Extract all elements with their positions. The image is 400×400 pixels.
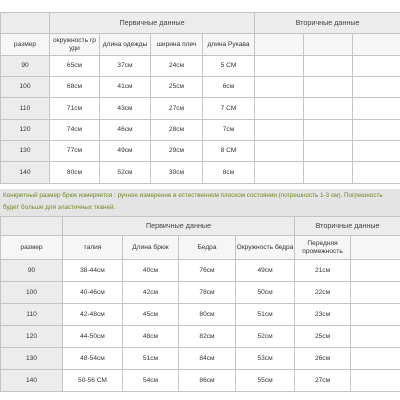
hips-cell: 80см	[179, 304, 236, 326]
length-cell: 46см	[100, 120, 151, 141]
top-col-empty	[304, 34, 353, 56]
bottom-col-waist: талия	[63, 236, 123, 260]
hips-cell: 82см	[179, 326, 236, 348]
trouser-length-cell: 42см	[123, 282, 179, 304]
front-rise-cell: 26см	[295, 348, 351, 370]
bottom-column-header-row	[1, 236, 400, 260]
waist-cell: 42-48см	[63, 304, 123, 326]
table-row	[1, 141, 400, 162]
table-row	[1, 282, 400, 304]
top-size-table	[0, 12, 400, 184]
bottom-secondary-data-header: Вторичные данные	[295, 217, 400, 236]
top-col-empty	[255, 34, 304, 56]
chest-cell: 77см	[50, 141, 100, 162]
shoulder-cell: 24см	[151, 56, 203, 77]
top-size-table-container	[0, 12, 400, 184]
empty-cell	[351, 260, 400, 282]
waist-cell: 44-50см	[63, 326, 123, 348]
top-size-corner	[1, 13, 50, 34]
empty-cell	[353, 56, 400, 77]
size-cell: 110	[1, 98, 50, 120]
size-cell: 130	[1, 141, 50, 162]
size-cell: 110	[1, 304, 63, 326]
measurement-note: Конкретный размер брюк измеряется : ручное измерение в естественном плоском состоянии (погрешность 1-3 см). Погрешность будет больше для эластичных тканей.	[0, 189, 400, 216]
top-primary-data-header: Первичные данные	[50, 13, 255, 34]
trouser-length-cell: 51см	[123, 348, 179, 370]
sleeve-cell: 6см	[203, 77, 255, 98]
table-row	[1, 370, 400, 392]
table-row	[1, 120, 400, 141]
bottom-col-size: размер	[1, 236, 63, 260]
empty-cell	[255, 120, 304, 141]
table-row	[1, 304, 400, 326]
top-col-length: длина одежды	[100, 34, 151, 56]
table-row	[1, 260, 400, 282]
trouser-length-cell: 45см	[123, 304, 179, 326]
empty-cell	[351, 282, 400, 304]
thigh-cell: 55см	[236, 370, 295, 392]
front-rise-cell: 21см	[295, 260, 351, 282]
length-cell: 43см	[100, 98, 151, 120]
sleeve-cell: 7 СМ	[203, 98, 255, 120]
chest-cell: 71см	[50, 98, 100, 120]
empty-cell	[351, 348, 400, 370]
chest-cell: 65см	[50, 56, 100, 77]
sleeve-cell: 5 СМ	[203, 56, 255, 77]
empty-cell	[353, 98, 400, 120]
size-cell: 90	[1, 260, 63, 282]
size-cell: 120	[1, 120, 50, 141]
top-secondary-data-header: Вторичные данные	[255, 13, 400, 34]
empty-cell	[255, 56, 304, 77]
hips-cell: 86см	[179, 370, 236, 392]
empty-cell	[304, 77, 353, 98]
size-cell: 100	[1, 282, 63, 304]
thigh-cell: 49см	[236, 260, 295, 282]
top-col-shoulder: ширина плеч	[151, 34, 203, 56]
hips-cell: 76см	[179, 260, 236, 282]
shoulder-cell: 25см	[151, 77, 203, 98]
bottom-group-header-row	[1, 217, 400, 236]
bottom-size-table	[0, 216, 400, 392]
bottom-size-table-container	[0, 216, 400, 392]
trouser-length-cell: 40см	[123, 260, 179, 282]
empty-cell	[353, 162, 400, 184]
thigh-cell: 52см	[236, 326, 295, 348]
table-row	[1, 98, 400, 120]
thigh-cell: 50см	[236, 282, 295, 304]
length-cell: 37см	[100, 56, 151, 77]
front-rise-cell: 22см	[295, 282, 351, 304]
waist-cell: 38-44см	[63, 260, 123, 282]
size-cell: 140	[1, 370, 63, 392]
length-cell: 52см	[100, 162, 151, 184]
table-row	[1, 77, 400, 98]
shoulder-cell: 27см	[151, 98, 203, 120]
bottom-col-hips: Бедра	[179, 236, 236, 260]
table-row	[1, 162, 400, 184]
bottom-col-thigh: Окружность бедра	[236, 236, 295, 260]
shoulder-cell: 29см	[151, 141, 203, 162]
waist-cell: 48-54см	[63, 348, 123, 370]
front-rise-cell: 25см	[295, 326, 351, 348]
hips-cell: 78см	[179, 282, 236, 304]
bottom-col-front-rise: Передняя промежность	[295, 236, 351, 260]
size-cell: 140	[1, 162, 50, 184]
top-col-chest: окружность гр уди	[50, 34, 100, 56]
top-col-size: размер	[1, 34, 50, 56]
empty-cell	[351, 370, 400, 392]
empty-cell	[304, 56, 353, 77]
chest-cell: 80см	[50, 162, 100, 184]
size-cell: 90	[1, 56, 50, 77]
length-cell: 49см	[100, 141, 151, 162]
empty-cell	[304, 162, 353, 184]
thigh-cell: 53см	[236, 348, 295, 370]
top-column-header-row	[1, 34, 400, 56]
sleeve-cell: 8 СМ	[203, 141, 255, 162]
empty-cell	[351, 326, 400, 348]
empty-cell	[304, 98, 353, 120]
bottom-col-empty	[351, 236, 400, 260]
empty-cell	[304, 120, 353, 141]
top-col-sleeve: длина Рукава	[203, 34, 255, 56]
top-group-header-row	[1, 13, 400, 34]
empty-cell	[255, 77, 304, 98]
empty-cell	[351, 304, 400, 326]
trouser-length-cell: 48см	[123, 326, 179, 348]
empty-cell	[353, 77, 400, 98]
front-rise-cell: 23см	[295, 304, 351, 326]
chest-cell: 68см	[50, 77, 100, 98]
bottom-size-corner	[1, 217, 63, 236]
empty-cell	[255, 141, 304, 162]
sleeve-cell: 8см	[203, 162, 255, 184]
size-cell: 120	[1, 326, 63, 348]
empty-cell	[304, 141, 353, 162]
top-col-empty	[353, 34, 400, 56]
waist-cell: 40-46см	[63, 282, 123, 304]
length-cell: 41см	[100, 77, 151, 98]
shoulder-cell: 30см	[151, 162, 203, 184]
empty-cell	[353, 120, 400, 141]
table-row	[1, 326, 400, 348]
table-row	[1, 56, 400, 77]
waist-cell: 50-56 СМ	[63, 370, 123, 392]
empty-cell	[255, 98, 304, 120]
trouser-length-cell: 54см	[123, 370, 179, 392]
thigh-cell: 51см	[236, 304, 295, 326]
sleeve-cell: 7см	[203, 120, 255, 141]
table-row	[1, 348, 400, 370]
size-cell: 100	[1, 77, 50, 98]
hips-cell: 84см	[179, 348, 236, 370]
bottom-col-trouser-length: Длина брюк	[123, 236, 179, 260]
empty-cell	[255, 162, 304, 184]
empty-cell	[353, 141, 400, 162]
chest-cell: 74см	[50, 120, 100, 141]
front-rise-cell: 27см	[295, 370, 351, 392]
shoulder-cell: 28см	[151, 120, 203, 141]
bottom-primary-data-header: Первичные данные	[63, 217, 295, 236]
size-cell: 130	[1, 348, 63, 370]
